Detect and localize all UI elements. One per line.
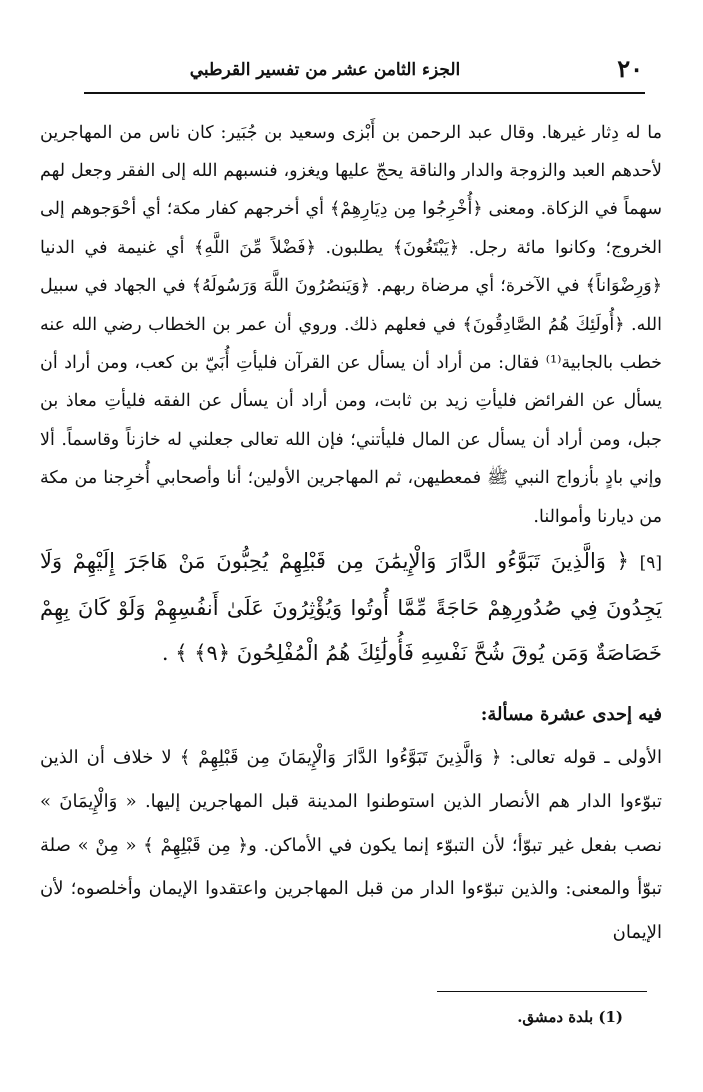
running-title: الجزء الثامن عشر من تفسير القرطبي: [189, 60, 461, 80]
page-number: ٢٠: [617, 54, 643, 83]
body-paragraph-2: الأولى ـ قوله تعالى: ﴿ وَالَّذِينَ تَبَوَّءُوا الدَّارَ وَالْإِيمَانَ مِن قَبْلِهِمْ ﴾ لا خلاف أن الذين تبوّءوا الدار هم الأنصار الذين استوطنوا المدينة قبل المهاجرين إليها. « وَالْإِيمَانَ » نصب بفعل غير تبوّأ؛ لأن التبوّء إنما يكون في الأماكن. و﴿ مِن قَبْلِهِمْ ﴾ « مِنْ » صلة تبوّأ والمعنى: والذين تبوّءوا الدار من قبل المهاجرين واعتقدوا الإيمان وأخلصوه؛ لأن الإيمان: [40, 747, 662, 944]
verse-number: [٩]: [639, 553, 662, 573]
footnote-1: (1) بلدة دمشق.: [517, 1008, 623, 1026]
footnote-divider: [437, 991, 647, 992]
quran-verse-block: [40, 539, 662, 676]
page-header: [84, 48, 645, 94]
verse-text: ﴿ وَالَّذِينَ تَبَوَّءُو الدَّارَ وَالْإِيمَٰنَ مِن قَبْلِهِمْ يُحِبُّونَ مَنْ هَاجَرَ إِلَيْهِمْ وَلَا يَجِدُونَ فِي صُدُورِهِمْ حَاجَةً مِّمَّا أُوتُوا وَيُؤْثِرُونَ عَلَىٰ أَنفُسِهِمْ وَلَوْ كَانَ بِهِمْ خَصَاصَةٌ وَمَن يُوقَ شُحَّ نَفْسِهِ فَأُولَٰئِكَ هُمُ الْمُفْلِحُونَ ﴿٩﴾ ﴾ .: [40, 549, 662, 665]
section-heading: فيه إحدى عشرة مسألة:: [480, 704, 662, 725]
body-paragraph-1: ما له دِثار غيرها. وقال عبد الرحمن بن أَبْزى وسعيد بن جُبَير: كان ناس من المهاجرين لأحدهم العبد والزوجة والدار والناقة يحجّ عليها ويغزو، فنسبهم الله إلى الفقر وجعل لهم سهماً في الزكاة. ومعنى ﴿أُخْرِجُوا مِن دِيَارِهِمْ﴾ أي أخرجهم كفار مكة؛ أي أحْوَجوهم إلى الخروج؛ وكانوا مائة رجل. ﴿يَبْتَغُونَ﴾ يطلبون. ﴿فَضْلاً مِّنَ اللَّهِ﴾ أي غنيمة في الدنيا ﴿وَرِضْوَاناً﴾ في الآخرة؛ أي مرضاة ربهم. ﴿وَيَنصُرُونَ اللَّهَ وَرَسُولَهُ﴾ في الجهاد في سبيل الله. ﴿أُولَئِكَ هُمُ الصَّادِقُونَ﴾ في فعلهم ذلك. وروي أن عمر بن الخطاب رضي الله عنه خطب بالجابية⁽¹⁾ فقال: من أراد أن يسأل عن القرآن فليأتِ أُبَيّ بن كعب، ومن أراد أن يسأل عن الفرائض فليأتِ زيد بن ثابت، ومن أراد أن يسأل عن الفقه فليأتِ معاذ بن جبل، ومن أراد أن يسأل عن المال فليأتني؛ فإن الله تعالى جعلني له خازناً وقاسماً. ألا وإني بادٍ بأزواج النبي ﷺ فمعطيهن، ثم المهاجرين الأولين؛ أنا وأصحابي أُخرِجنا من مكة من ديارنا وأموالنا.: [40, 122, 662, 527]
